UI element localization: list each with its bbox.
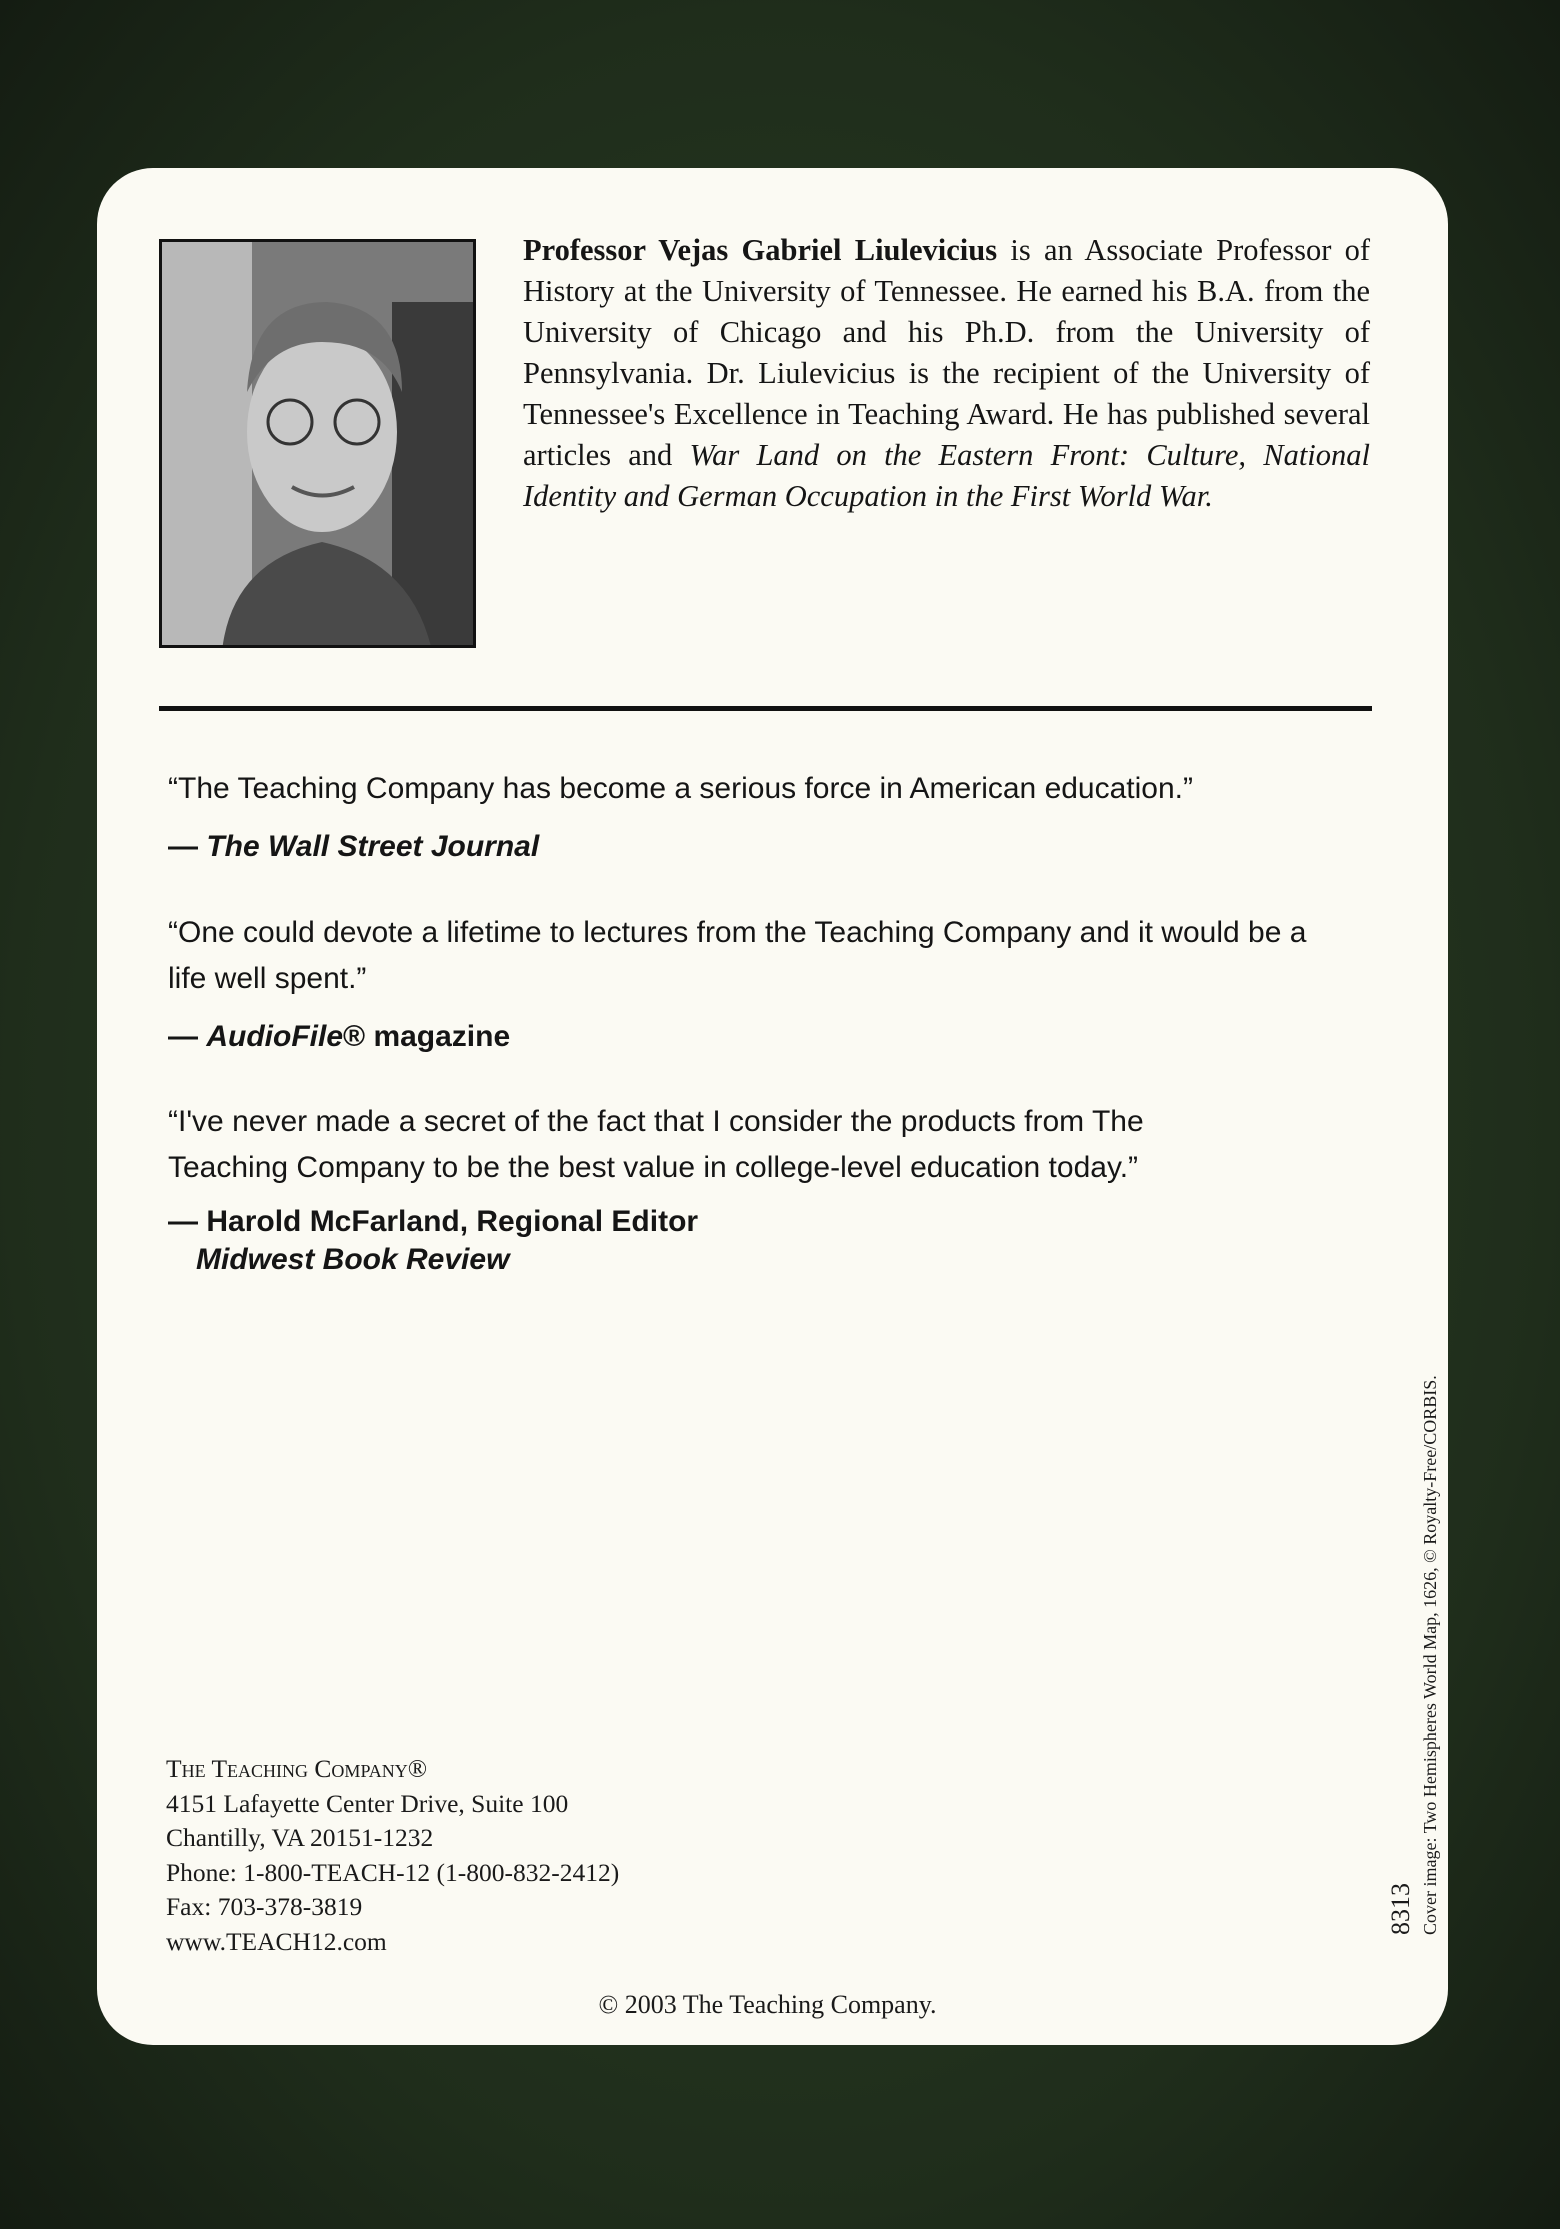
street: 4151 Lafayette Center Drive, Suite 100 — [166, 1788, 569, 1818]
book-title: War Land on the Eastern Front: Culture, National Identity and German Occupation in the First World War. — [523, 438, 1370, 513]
professor-photo — [159, 239, 476, 648]
product-code: 8313 — [1386, 1883, 1415, 1935]
professor-bio — [523, 230, 1370, 517]
quote-2 — [168, 910, 1318, 1060]
city: Chantilly, VA 20151-1232 — [166, 1823, 434, 1852]
quote-source: The Wall Street Journal — [206, 830, 540, 863]
quote-source: AudioFile — [206, 1020, 343, 1053]
portrait-image — [162, 242, 476, 648]
copyright: © 2003 The Teaching Company. — [598, 1990, 937, 2019]
company-name: The Teaching Company® — [166, 1754, 428, 1783]
quote-text: “The Teaching Company has become a serious force in American education.” — [168, 772, 1193, 805]
cover-credit: Cover image: Two Hemispheres World Map, 1626, © Royalty-Free/CORBIS. — [1420, 1375, 1440, 1935]
phone: Phone: 1-800-TEACH-12 (1-800-832-2412) — [166, 1857, 620, 1887]
quote-1 — [168, 766, 1318, 870]
dash: — — [168, 1205, 207, 1238]
quote-text: “One could devote a lifetime to lectures from the Teaching Company and it would be a life well spent.” — [168, 916, 1307, 995]
quote-3 — [168, 1099, 1268, 1279]
company-address — [166, 1752, 619, 1959]
quote-text: “I've never made a secret of the fact that I consider the products from The Teaching Company to be the best value in college-level education today.” — [168, 1105, 1144, 1184]
professor-name: Professor Vejas Gabriel Liulevicius — [523, 233, 998, 267]
quote-source-suffix: ® magazine — [343, 1020, 511, 1053]
quote-publication: Midwest Book Review — [196, 1243, 510, 1276]
dash: — — [168, 830, 207, 863]
bio-text: is an Associate Professor of History at the University of Tennessee. He earned his B.A. from the University of Chicago and his Ph.D. from the University of Pennsylvania. Dr. Liulevicius is the recipient of the University of Tennessee's Excellence in Teaching Award. He has published several articles and — [523, 233, 1371, 472]
divider — [159, 706, 1372, 711]
vertical-credits — [1385, 1375, 1443, 1935]
dash: — — [168, 1020, 207, 1053]
quote-source: Harold McFarland, Regional Editor — [206, 1205, 699, 1238]
website: www.TEACH12.com — [166, 1926, 387, 1956]
fax: Fax: 703-378-3819 — [166, 1892, 363, 1921]
